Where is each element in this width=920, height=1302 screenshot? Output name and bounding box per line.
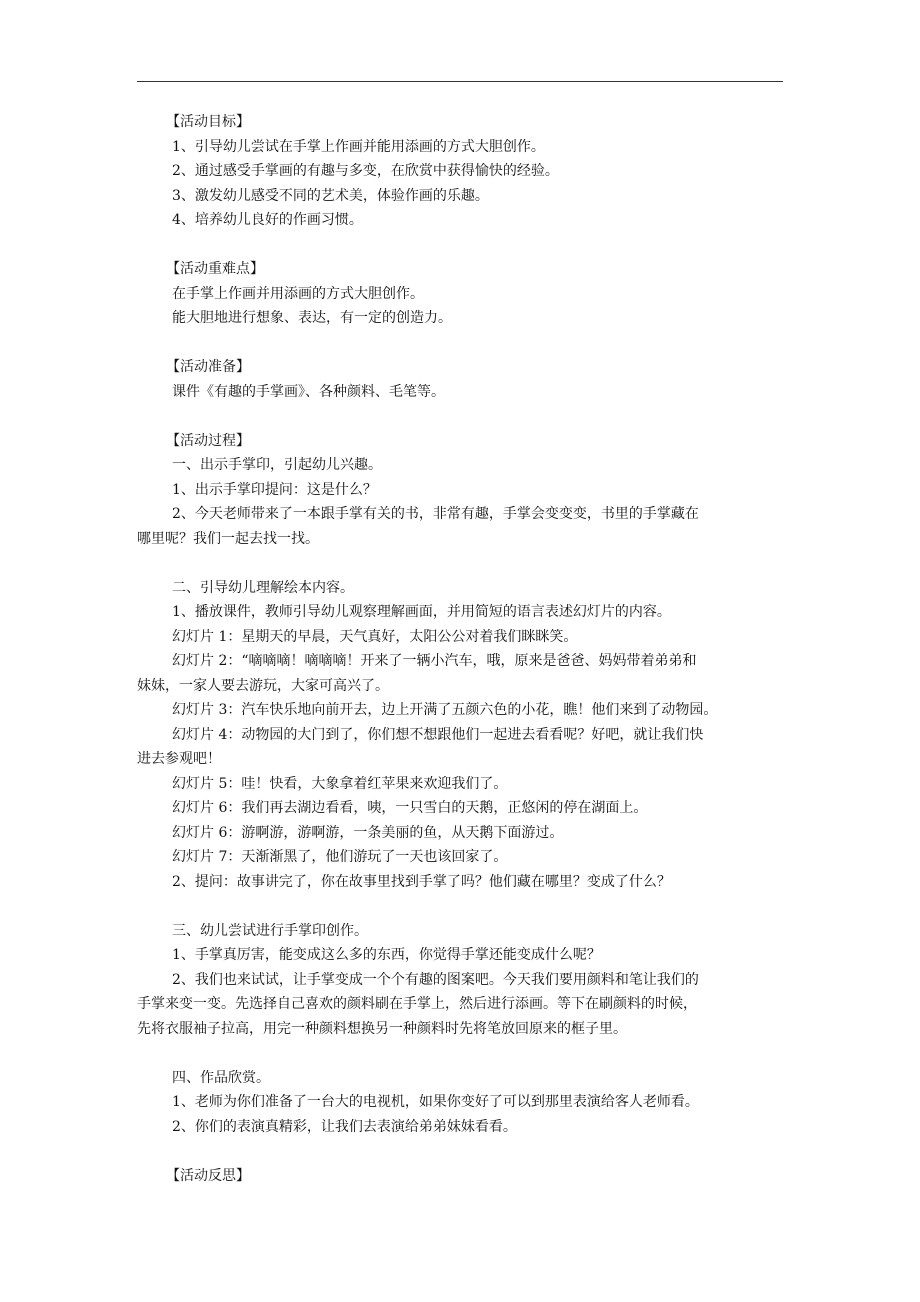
part-line: 1、手掌真厉害，能变成这么多的东西，你觉得手掌还能变成什么呢？ <box>172 947 601 963</box>
section-key-points <box>166 257 782 331</box>
part-line: 1、老师为你们准备了一台大的电视机，如果你变好了可以到那里表演给客人老师看。 <box>172 1094 699 1110</box>
section-heading: 【活动重难点】 <box>166 261 264 277</box>
slide-line: 幻灯片 1：星期天的早晨，天气真好，太阳公公对着我们眯眯笑。 <box>172 628 578 645</box>
slide-line: 幻灯片 5：哇！快看，大象拿着红苹果来欢迎我们了。 <box>172 775 508 792</box>
process-part-2 <box>137 576 782 895</box>
header-rule <box>137 81 783 82</box>
section-heading: 【活动目标】 <box>166 114 250 130</box>
part-title: 二、引导幼儿理解绘本内容。 <box>172 579 354 596</box>
part-line-continued: 手掌来变一变。先选择自己喜欢的颜料刷在手掌上，然后进行添画。等下在刷颜料的时候， <box>137 996 697 1012</box>
preparation-item: 课件《有趣的手掌画》、各种颜料、毛笔等。 <box>172 383 445 400</box>
section-goals <box>166 110 782 233</box>
part-line-continued: 先将衣服袖子拉高，用完一种颜料想换另一种颜料时先将笔放回原来的框子里。 <box>137 1020 627 1037</box>
part-title: 三、幼儿尝试进行手掌印创作。 <box>172 922 368 939</box>
section-heading: 【活动过程】 <box>166 432 250 449</box>
part-line: 2、今天老师带来了一本跟手掌有关的书，非常有趣，手掌会变变变，书里的手掌藏在 <box>172 506 699 522</box>
process-part-1 <box>137 453 782 551</box>
part-line-continued: 哪里呢？我们一起去找一找。 <box>137 530 319 547</box>
key-point-item: 在手掌上作画并用添画的方式大胆创作。 <box>172 285 424 302</box>
part-line: 2、我们也来试试，让手掌变成一个个有趣的图案吧。今天我们要用颜料和笔让我们的 <box>172 971 699 988</box>
slide-line: 幻灯片 6：游啊游，游啊游，一条美丽的鱼，从天鹅下面游过。 <box>172 824 564 841</box>
document-body <box>137 110 782 1213</box>
slide-line-continued: 进去参观吧！ <box>137 751 221 767</box>
section-process <box>137 429 782 1140</box>
slide-line: 幻灯片 7：天渐渐黑了，他们游玩了一天也该回家了。 <box>172 849 508 865</box>
goal-item: 3、激发幼儿感受不同的艺术美，体验作画的乐趣。 <box>172 187 489 204</box>
part-line: 2、你们的表演真精彩，让我们去表演给弟弟妹妹看看。 <box>172 1118 517 1135</box>
goal-item: 2、通过感受手掌画的有趣与多变，在欣赏中获得愉快的经验。 <box>172 163 559 179</box>
slide-line-continued: 妹妹，一家人要去游玩，大家可高兴了。 <box>137 677 389 694</box>
section-preparation <box>166 355 782 404</box>
part-title: 四、作品欣赏。 <box>172 1069 270 1086</box>
process-part-3 <box>137 919 782 1042</box>
slide-line: 幻灯片 4：动物园的大门到了，你们想不想跟他们一起进去看看呢？好吧，就让我们快 <box>172 726 704 743</box>
part-title: 一、出示手掌印，引起幼儿兴趣。 <box>172 457 382 473</box>
slide-line: 幻灯片 2：“嘀嘀嘀！嘀嘀嘀！开来了一辆小汽车，哦，原来是爸爸、妈妈带着弟弟和 <box>172 653 697 669</box>
goal-item: 1、引导幼儿尝试在手掌上作画并能用添画的方式大胆创作。 <box>172 138 545 155</box>
slide-line: 幻灯片 6：我们再去湖边看看，咦，一只雪白的天鹅，正悠闲的停在湖面上。 <box>172 800 648 816</box>
process-part-4 <box>172 1066 782 1140</box>
slide-line: 幻灯片 3：汽车快乐地向前开去，边上开满了五颜六色的小花，瞧！他们来到了动物园。 <box>172 702 718 718</box>
section-reflection <box>166 1164 782 1189</box>
part-line: 1、出示手掌印提问：这是什么？ <box>172 481 377 498</box>
part-line: 2、提问：故事讲完了，你在故事里找到手掌了吗？他们藏在哪里？变成了什么？ <box>172 873 671 890</box>
goal-item: 4、培养幼儿良好的作画习惯。 <box>172 212 363 228</box>
part-line: 1、播放课件，教师引导幼儿观察理解画面，并用简短的语言表述幻灯片的内容。 <box>172 604 671 620</box>
section-heading: 【活动反思】 <box>166 1167 250 1184</box>
key-point-item: 能大胆地进行想象、表达，有一定的创造力。 <box>172 310 452 326</box>
section-heading: 【活动准备】 <box>166 359 250 375</box>
